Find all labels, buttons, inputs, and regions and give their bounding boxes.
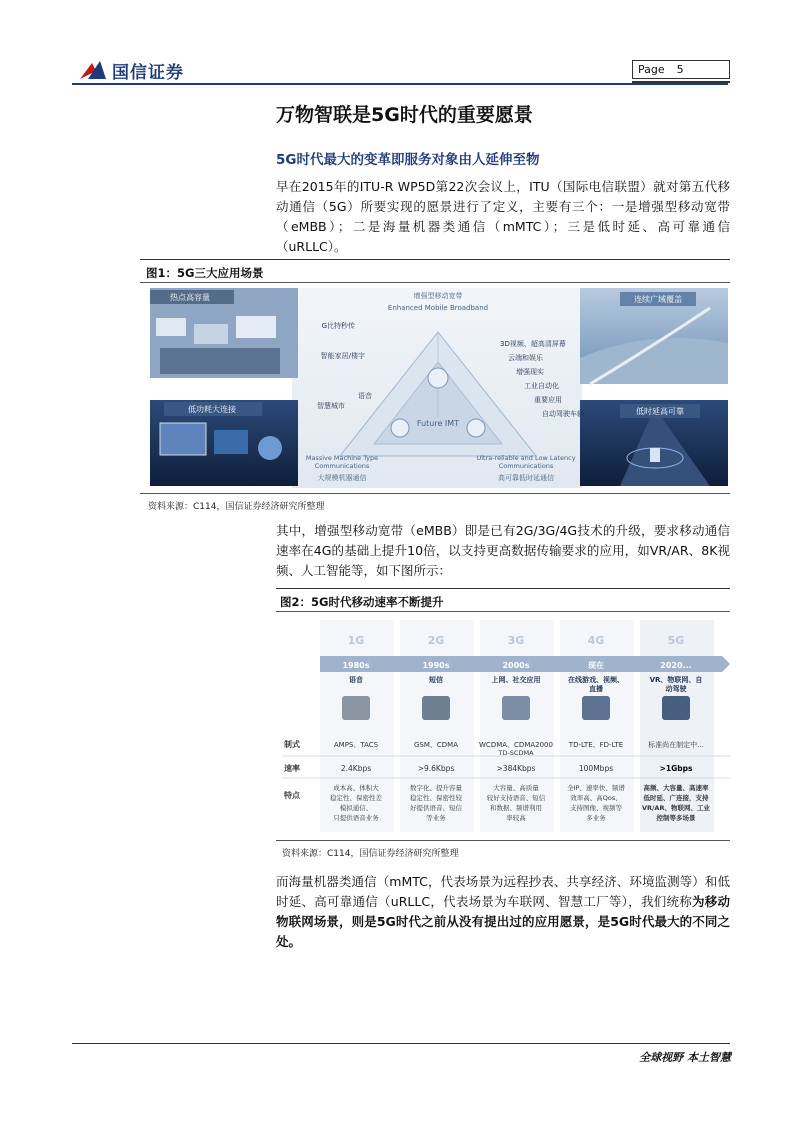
device-illustration <box>582 696 610 720</box>
figure1-bottom-rule <box>140 493 730 494</box>
paragraph-3-normal: 而海量机器类通信（mMTC，代表场景为远程抄表、共享经济、环境监测等）和低时延、高可靠通信（uRLLC，代表场景为车联网、智慧工厂等），我们统称 <box>276 874 730 909</box>
figure1-title-rule <box>140 282 730 283</box>
paragraph-3 <box>276 872 730 952</box>
photo-office <box>150 288 298 378</box>
right-item-4: 工业自动化 <box>524 382 559 390</box>
urllc-label-en1: Ultra-reliable and Low Latency <box>476 454 576 462</box>
figure2-source: 资料来源：C114，国信证券经济研究所整理 <box>282 849 459 859</box>
feature-line: 控制等多场景 <box>656 814 696 822</box>
right-item-3: 增强现实 <box>516 368 544 376</box>
paragraph-2: 其中，增强型移动宽带（eMBB）即是已有2G/3G/4G技术的升级，要求移动通信速率在4G的基础上提升10倍，以支持更高数据传输要求的应用，如VR/AR、8K视频、人工智能等，如下图所示： <box>276 523 730 578</box>
speed-value: >9.6Kbps <box>417 764 455 773</box>
era-label: 1990s <box>422 661 450 670</box>
paragraph-3-bold: 为移动物联网场景，则是5G时代之前从没有提出过的应用愿景，是5G时代最大的不同之处。 <box>276 894 730 949</box>
speed-value: >384Kbps <box>496 764 536 773</box>
right-item-6: 自动驾驶车辆 <box>542 410 584 418</box>
footer-slogan: 全球视野 本土智慧 <box>639 1051 731 1064</box>
service-label: 语音 <box>349 676 363 684</box>
standard-value-cont: TD-SCDMA <box>498 749 534 757</box>
feature-line: 支持图像、视频等 <box>570 804 622 812</box>
footer-divider <box>72 1043 730 1044</box>
row-label-standard: 制式 <box>284 740 300 749</box>
row-label-speed: 速率 <box>284 764 300 773</box>
figure2-title: 图2：5G时代移动速率不断提升 <box>280 595 444 609</box>
era-label: 2020... <box>660 661 692 670</box>
feature-line: 数字化、提升容量 <box>410 784 462 792</box>
generation-label: 3G <box>507 634 525 647</box>
device-illustration <box>662 696 690 720</box>
photo-city-aerial <box>580 288 728 384</box>
feature-line: 较好支持语音、短信 <box>486 794 546 802</box>
feature-line: 模拟通信、 <box>339 804 373 812</box>
figure1-image <box>150 288 728 488</box>
feature-line: 成本高、体积大 <box>333 784 379 792</box>
photo-label-bottom-left: 低功耗大连接 <box>188 405 236 414</box>
feature-line: 率较高 <box>506 814 526 822</box>
service-label-cont: 动驾驶 <box>665 685 687 693</box>
left-item-1: G比特秒传 <box>321 322 355 330</box>
standard-value: WCDMA、CDMA2000 <box>479 741 553 749</box>
row-label-features: 特点 <box>284 791 300 800</box>
embb-label-en: Enhanced Mobile Broadband <box>387 304 489 312</box>
page-label: Page <box>638 63 665 76</box>
paragraph-1: 早在2015年的ITU-R WP5D第22次会议上，ITU（国际电信联盟）就对第五代移动通信（5G）所要实现的愿景进行了定义，主要有三个：一是增强型移动宽带（eMBB）；二是海量机器类通信（mMTC）；三是低时延、高可靠通信（uRLLC）。 <box>276 179 730 254</box>
feature-line: 只提供语音业务 <box>333 814 379 822</box>
section-title: 万物智联是5G时代的重要愿景 <box>276 104 533 126</box>
figure2-image <box>282 620 730 832</box>
embb-label-cn: 增强型移动宽带 <box>413 292 463 300</box>
feature-line: 高频、大容量、高速率 <box>643 784 709 792</box>
feature-line: VR/AR、物联网、工业 <box>642 804 710 812</box>
feature-line: 低时延、广连接，支持 <box>643 794 709 802</box>
feature-line: 多业务 <box>586 814 606 822</box>
left-item-4: 智慧城市 <box>317 402 345 410</box>
photo-label-bottom-right: 低时延高可靠 <box>636 407 684 416</box>
photo-label-top-left: 热点高容量 <box>170 293 210 302</box>
right-item-2: 云端和娱乐 <box>508 354 543 362</box>
speed-value: 2.4Kbps <box>340 764 372 773</box>
generation-label: 1G <box>347 634 365 647</box>
logo-text: 国信证券 <box>112 62 184 83</box>
device-illustration <box>502 696 530 720</box>
figure2-bottom-rule <box>276 840 730 841</box>
device-illustration <box>422 696 450 720</box>
feature-line: 效率高、高Qos、 <box>570 794 622 802</box>
right-item-5: 重要应用 <box>534 396 562 404</box>
photo-label-top-right: 连续广域覆盖 <box>634 295 682 304</box>
era-label: 1980s <box>342 661 370 670</box>
page-indicator <box>632 60 730 79</box>
service-label: VR、物联网、自 <box>649 676 703 684</box>
speed-value: 100Mbps <box>578 764 614 773</box>
company-logo-icon <box>78 59 108 81</box>
service-label: 上网、社交应用 <box>491 676 541 684</box>
section-subtitle: 5G时代最大的变革即服务对象由人延伸至物 <box>276 152 540 168</box>
mmtc-label-en1: Massive Machine Type <box>305 454 379 462</box>
future-imt-label: Future IMT <box>416 419 460 428</box>
urllc-label-cn: 高可靠低时延通信 <box>498 474 554 482</box>
feature-line: 大容量、高质量 <box>493 784 539 792</box>
service-label: 短信 <box>429 676 443 684</box>
mmtc-label-cn: 大规模机器通信 <box>317 474 367 482</box>
standard-value: GSM、CDMA <box>413 741 459 749</box>
company-logo <box>78 58 184 82</box>
figure2-title-rule <box>276 611 730 612</box>
urllc-label-en2: Communications <box>498 462 554 470</box>
figure2-top-rule <box>276 588 730 589</box>
era-label: 2000s <box>502 661 530 670</box>
right-item-1: 3D视频、超高清屏幕 <box>500 340 566 348</box>
figure1-top-rule <box>140 259 730 260</box>
standard-value: TD-LTE、FD-LTE <box>568 741 624 749</box>
feature-line: 和数据、频谱利用 <box>490 804 542 812</box>
figure1-title: 图1：5G三大应用场景 <box>146 266 264 280</box>
generation-label: 5G <box>667 634 685 647</box>
standard-value: 标准尚在制定中... <box>648 741 704 749</box>
era-label: 现在 <box>588 661 604 670</box>
page-number: 5 <box>676 63 684 76</box>
header-divider <box>72 83 728 85</box>
photo-highway <box>580 400 728 486</box>
standard-value: AMPS、TACS <box>333 741 379 749</box>
feature-line: 等业务 <box>426 814 446 822</box>
feature-line: 好提供语音、短信 <box>410 804 462 812</box>
left-item-2: 智能家居/楼宇 <box>320 352 365 360</box>
service-label: 在线游戏、视频、 <box>568 676 624 684</box>
generation-label: 4G <box>587 634 605 647</box>
speed-value: >1Gbps <box>659 764 693 773</box>
photo-devices <box>150 400 298 486</box>
feature-line: 稳定性、保密性较 <box>410 794 462 802</box>
feature-line: 稳定性、保密性差 <box>330 794 382 802</box>
left-item-3: 语音 <box>358 392 372 400</box>
feature-line: 全IP、速率快、频谱 <box>567 784 625 792</box>
service-label-cont: 直播 <box>589 685 603 693</box>
generation-label: 2G <box>427 634 445 647</box>
device-illustration <box>342 696 370 720</box>
figure1-source: 资料来源：C114，国信证券经济研究所整理 <box>148 502 325 512</box>
mmtc-label-en2: Communications <box>314 462 370 470</box>
